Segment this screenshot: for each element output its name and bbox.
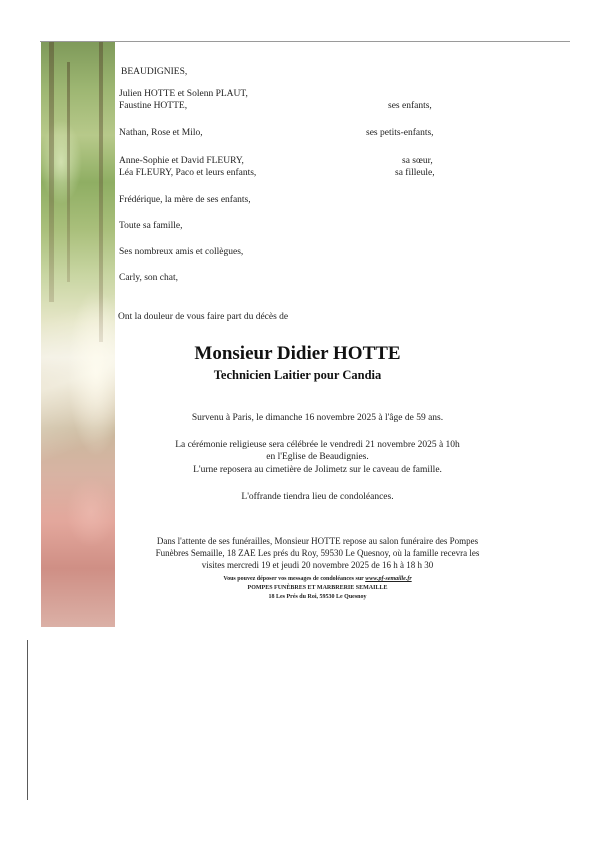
condolences-note [0, 575, 595, 583]
family-name: Faustine HOTTE, [119, 101, 188, 111]
death-notice: Survenu à Paris, le dimanche 16 novembre 2025 à l'âge de 59 ans. [191, 413, 444, 423]
family-relation: sa sœur, [402, 156, 433, 166]
ceremony-line: en l'Eglise de Beaudignies. [266, 452, 369, 462]
family-relation: ses enfants, [388, 101, 432, 111]
company-name: POMPES FUNÈBRES ET MARBRERIE SEMAILLE [247, 585, 388, 591]
family-name: Léa FLEURY, Paco et leurs enfants, [119, 168, 257, 178]
family-other: Ses nombreux amis et collègues, [119, 247, 244, 257]
family-name: Julien HOTTE et Solenn PLAUT, [119, 89, 248, 99]
family-name: Nathan, Rose et Milo, [119, 128, 203, 138]
funeral-home-line: Dans l'attente de ses funérailles, Monsieur HOTTE repose au salon funéraire des Pompes [156, 536, 479, 546]
deceased-role: Technicien Laitier pour Candia [213, 368, 382, 382]
condolences-text: Vous pouvez déposer vos messages de condoléances sur [223, 576, 364, 582]
website-link[interactable]: www.pf-semaille.fr [365, 576, 412, 582]
family-relation: sa filleule, [395, 168, 435, 178]
ceremony-line: L'urne reposera au cimetière de Jolimetz sur le caveau de famille. [193, 465, 442, 475]
company-address: 18 Les Prés du Roi, 59530 Le Quesnoy [268, 594, 367, 600]
offering-line: L'offrande tiendra lieu de condoléances. [241, 492, 394, 502]
family-other: Frédérique, la mère de ses enfants, [119, 195, 251, 205]
funeral-home-line: visites mercredi 19 et jeudi 20 novembre 2025 de 16 h à 18 h 30 [201, 560, 434, 570]
scan-margin-line [27, 640, 28, 800]
deceased-name: Monsieur Didier HOTTE [194, 343, 401, 364]
family-other: Carly, son chat, [119, 273, 179, 283]
intro-line: Ont la douleur de vous faire part du décès de [118, 312, 289, 322]
family-other: Toute sa famille, [119, 221, 183, 231]
family-relation: ses petits-enfants, [366, 128, 434, 138]
village-name: BEAUDIGNIES, [121, 67, 188, 77]
funeral-home-line: Funèbres Semaille, 18 ZAE Les prés du Roy, 59530 Le Quesnoy, où la famille recevra les [155, 548, 480, 558]
family-name: Anne-Sophie et David FLEURY, [119, 156, 244, 166]
scan-edge-line [40, 41, 570, 42]
ceremony-line: La cérémonie religieuse sera célébrée le vendredi 21 novembre 2025 à 10h [175, 440, 460, 450]
